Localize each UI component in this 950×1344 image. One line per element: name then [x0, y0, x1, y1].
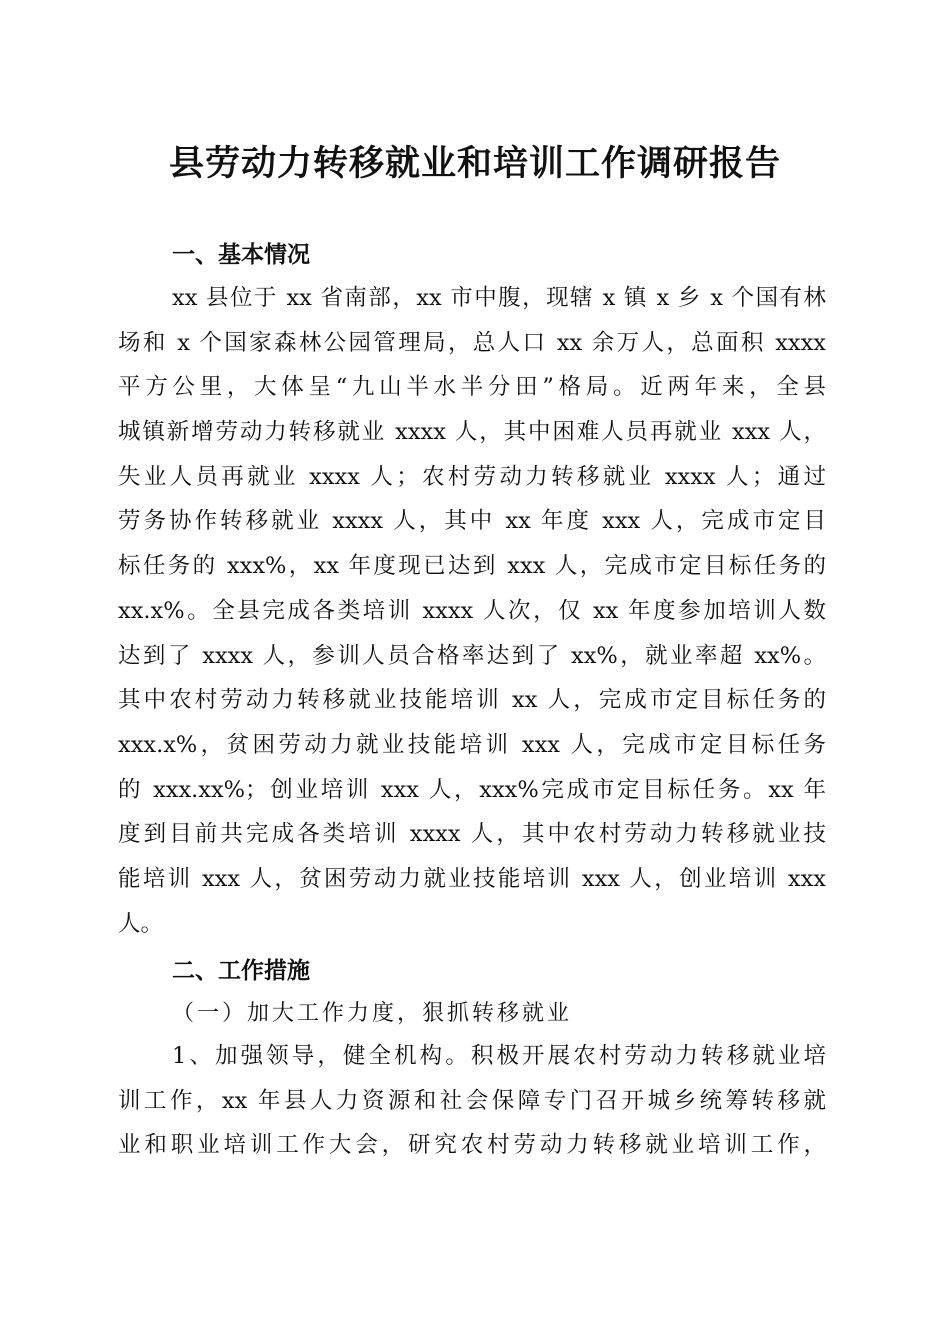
document-title: 县劳动力转移就业和培训工作调研报告: [168, 143, 781, 184]
paragraph-leadership: [118, 1034, 826, 1168]
paragraph-basic-situation: [118, 276, 826, 946]
text-line: 失业人员再就业 xxxx 人；农村劳动力转移就业 xxxx 人；通过: [118, 463, 826, 490]
text-line: 场和 x 个国家森林公园管理局，总人口 xx 余万人，总面积 xxxx: [118, 329, 826, 356]
text-line: 1、加强领导，健全机构。积极开展农村劳动力转移就业培: [172, 1043, 826, 1069]
text-line: 度到目前共完成各类培训 xxxx 人，其中农村劳动力转移就业技: [118, 821, 826, 848]
section-heading-work-measures: 二、工作措施: [172, 958, 310, 984]
text-line: 能培训 xxx 人，贫困劳动力就业技能培训 xxx 人，创业培训 xxx: [118, 865, 826, 892]
text-line: 平方公里，大体呈“九山半水半分田”格局。近两年来，全县: [118, 374, 826, 401]
text-line: 其中农村劳动力转移就业技能培训 xx 人，完成市定目标任务的: [118, 687, 826, 714]
text-line: 劳务协作转移就业 xxxx 人，其中 xx 年度 xxx 人，完成市定目: [118, 508, 826, 535]
text-line: xxx.x%，贫困劳动力就业技能培训 xxx 人，完成市定目标任务: [118, 731, 826, 758]
text-line: 标任务的 xxx%，xx 年度现已达到 xxx 人，完成市定目标任务的: [118, 553, 826, 580]
subsection-heading: （一）加大工作力度，狠抓转移就业: [172, 1001, 573, 1026]
text-line: 城镇新增劳动力转移就业 xxxx 人，其中困难人员再就业 xxx 人，: [118, 419, 826, 446]
text-line: 人。: [118, 910, 164, 937]
text-line: 的 xxx.xx%；创业培训 xxx 人，xxx%完成市定目标任务。xx 年: [118, 776, 826, 803]
text-line: xx.x%。全县完成各类培训 xxxx 人次，仅 xx 年度参加培训人数: [118, 597, 826, 624]
section-heading-basic-situation: 一、基本情况: [172, 242, 310, 268]
text-line: 业和职业培训工作大会，研究农村劳动力转移就业培训工作，: [118, 1132, 826, 1159]
text-line: 训工作，xx 年县人力资源和社会保障专门召开城乡统筹转移就: [118, 1087, 826, 1114]
text-line: 达到了 xxxx 人，参训人员合格率达到了 xx%，就业率超 xx%。: [118, 642, 826, 669]
text-line: xx 县位于 xx 省南部，xx 市中腹，现辖 x 镇 x 乡 x 个国有林: [172, 285, 826, 311]
